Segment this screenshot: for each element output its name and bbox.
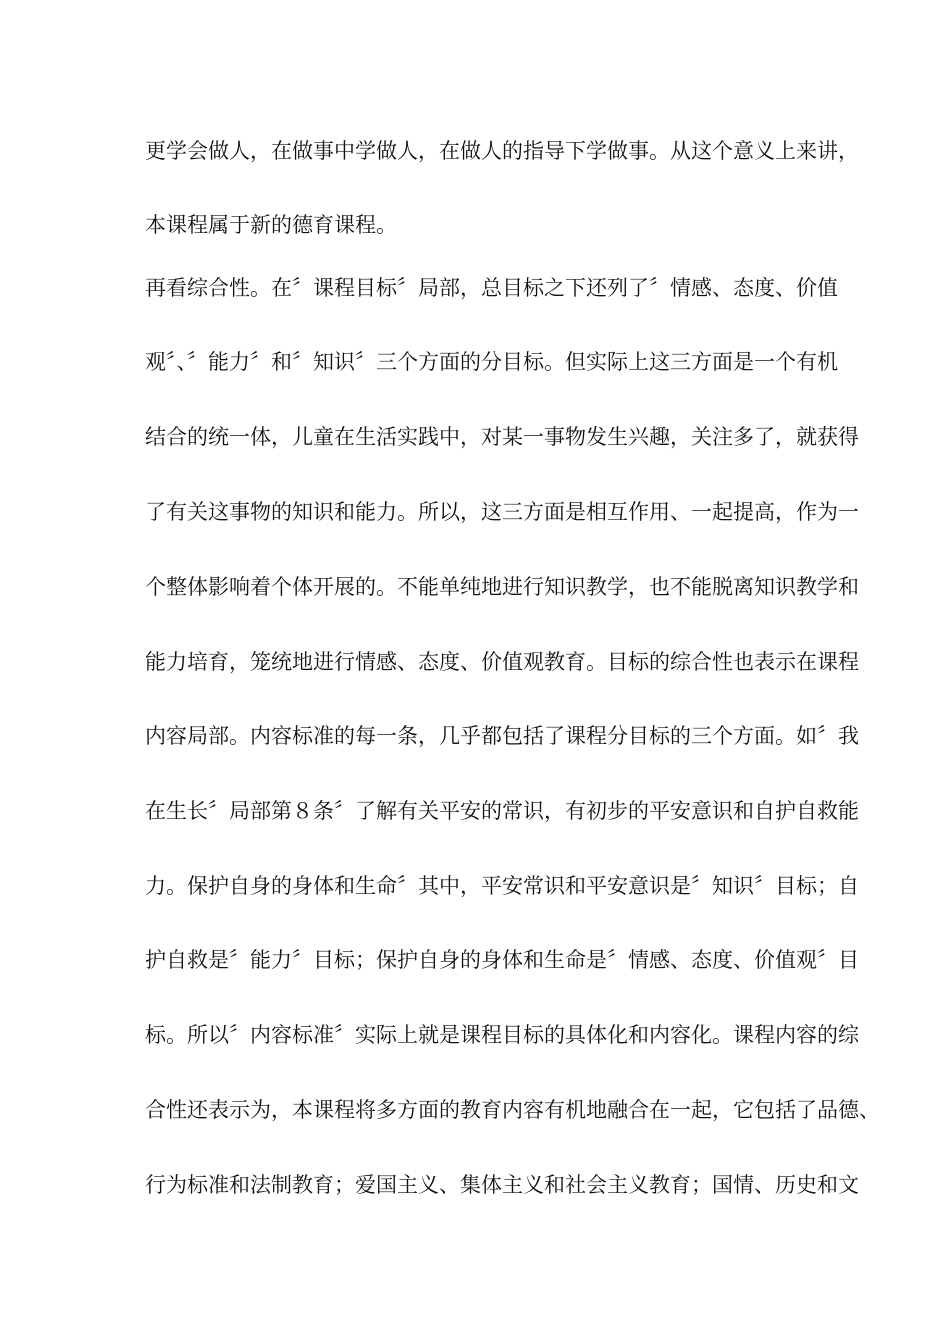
text-line: 合性还表示为，本课程将多方面的教育内容有机地融合在一起，它包括了品德、 bbox=[145, 1098, 880, 1122]
text-line: 标。所以〞内容标准〞实际上就是课程目标的具体化和内容化。课程内容的综 bbox=[145, 1023, 859, 1047]
text-line: 了有关这事物的知识和能力。所以，这三方面是相互作用、一起提高，作为一 bbox=[145, 500, 859, 524]
text-line: 能力培育，笼统地进行情感、态度、价值观教育。目标的综合性也表示在课程 bbox=[145, 650, 859, 674]
text-line: 观〞、〞能力〞和〞知识〞三个方面的分目标。但实际上这三方面是一个有机 bbox=[145, 350, 838, 374]
text-line: 内容局部。内容标准的每一条，几乎都包括了课程分目标的三个方面。如〞我 bbox=[145, 724, 859, 748]
text-line: 本课程属于新的德育课程。 bbox=[145, 213, 397, 237]
text-line: 力。保护自身的身体和生命〞其中，平安常识和平安意识是〞知识〞目标；自 bbox=[145, 874, 859, 898]
text-line: 护自救是〞能力〞目标；保护自身的身体和生命是〞情感、态度、价值观〞目 bbox=[145, 948, 859, 972]
text-line: 更学会做人，在做事中学做人，在做人的指导下学做事。从这个意义上来讲， bbox=[145, 139, 859, 163]
text-line: 结合的统一体，儿童在生活实践中，对某一事物发生兴趣，关注多了，就获得 bbox=[145, 425, 859, 449]
text-line: 行为标准和法制教育；爱国主义、集体主义和社会主义教育；国情、历史和文 bbox=[145, 1173, 859, 1197]
text-line: 在生长〞局部第８条〞了解有关平安的常识，有初步的平安意识和自护自救能 bbox=[145, 799, 859, 823]
text-line: 再看综合性。在〞课程目标〞局部，总目标之下还列了〞情感、态度、价值 bbox=[145, 276, 838, 300]
text-line: 个整体影响着个体开展的。不能单纯地进行知识教学，也不能脱离知识教学和 bbox=[145, 575, 859, 599]
